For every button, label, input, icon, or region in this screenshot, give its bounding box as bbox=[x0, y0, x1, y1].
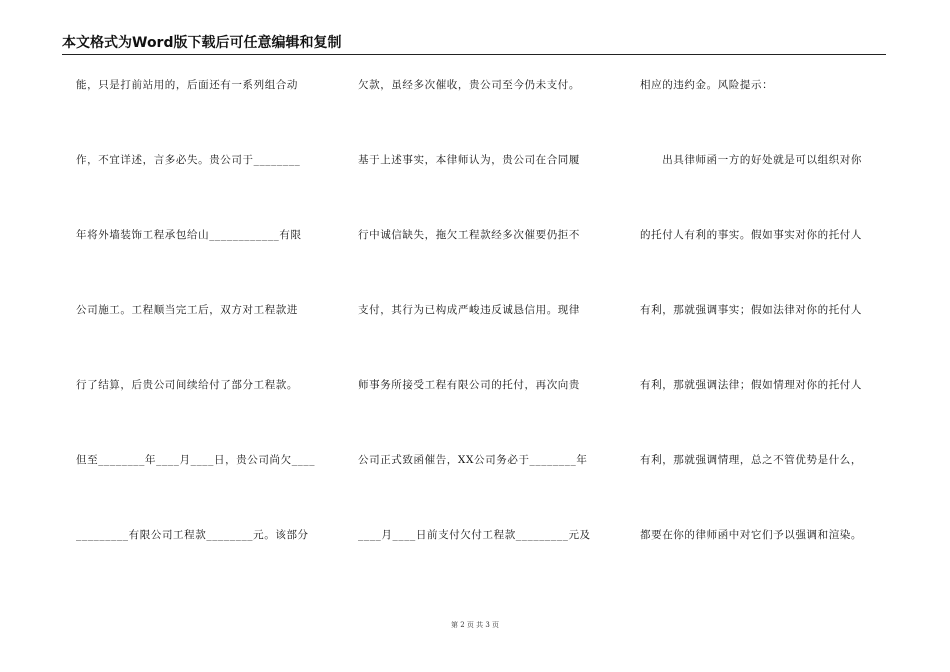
text-line: 行了结算，后贵公司间续给付了部分工程款。 bbox=[76, 379, 298, 391]
text-column-middle bbox=[358, 0, 608, 600]
text-line: 能，只是打前站用的，后面还有一系列组合动 bbox=[76, 79, 298, 91]
text-line: 年将外墙装饰工程承包给山____________有限 bbox=[76, 229, 302, 241]
text-line: 基于上述事实，本律师认为，贵公司在合同履 bbox=[358, 154, 580, 166]
text-line: 师事务所接受工程有限公司的托付，再次向贵 bbox=[358, 379, 580, 391]
text-line: 相应的违约金。风险提示： bbox=[640, 79, 774, 91]
text-line: 欠款，虽经多次催收，贵公司至今仍未支付。 bbox=[358, 79, 580, 91]
text-line: 公司施工。工程顺当完工后，双方对工程款进 bbox=[76, 304, 298, 316]
text-line: 有利，那就强调法律；假如情理对你的托付人 bbox=[640, 379, 862, 391]
text-line: 出具律师函一方的好处就是可以组织对你 bbox=[640, 154, 862, 166]
text-column-left bbox=[76, 0, 326, 600]
text-line: 作，不宜详述，言多必失。贵公司于________ bbox=[76, 154, 301, 166]
text-line: 的托付人有利的事实。假如事实对你的托付人 bbox=[640, 229, 862, 241]
text-line: 有利，那就强调情理，总之不管优势是什么， bbox=[640, 454, 862, 466]
text-line: 有利，那就强调事实；假如法律对你的托付人 bbox=[640, 304, 862, 316]
text-line: _________有限公司工程款________元。该部分 bbox=[76, 529, 309, 541]
text-line: 公司正式致函催告，XX公司务必于________年 bbox=[358, 454, 588, 466]
text-line: 都要在你的律师函中对它们予以强调和渲染。 bbox=[640, 529, 862, 541]
text-line: ____月____日前支付欠付工程款_________元及 bbox=[358, 529, 591, 541]
page-number: 第 2 页 共 3 页 bbox=[450, 621, 500, 629]
text-line: 支付，其行为已构成严峻违反诚恳信用。现律 bbox=[358, 304, 580, 316]
text-line: 行中诚信缺失，拖欠工程款经多次催要仍拒不 bbox=[358, 229, 580, 241]
text-column-right bbox=[640, 0, 885, 600]
text-line: 但至________年____月____日，贵公司尚欠____ bbox=[76, 454, 316, 466]
header-title: 本文格式为Word版下载后可任意编辑和复制 bbox=[62, 35, 342, 51]
